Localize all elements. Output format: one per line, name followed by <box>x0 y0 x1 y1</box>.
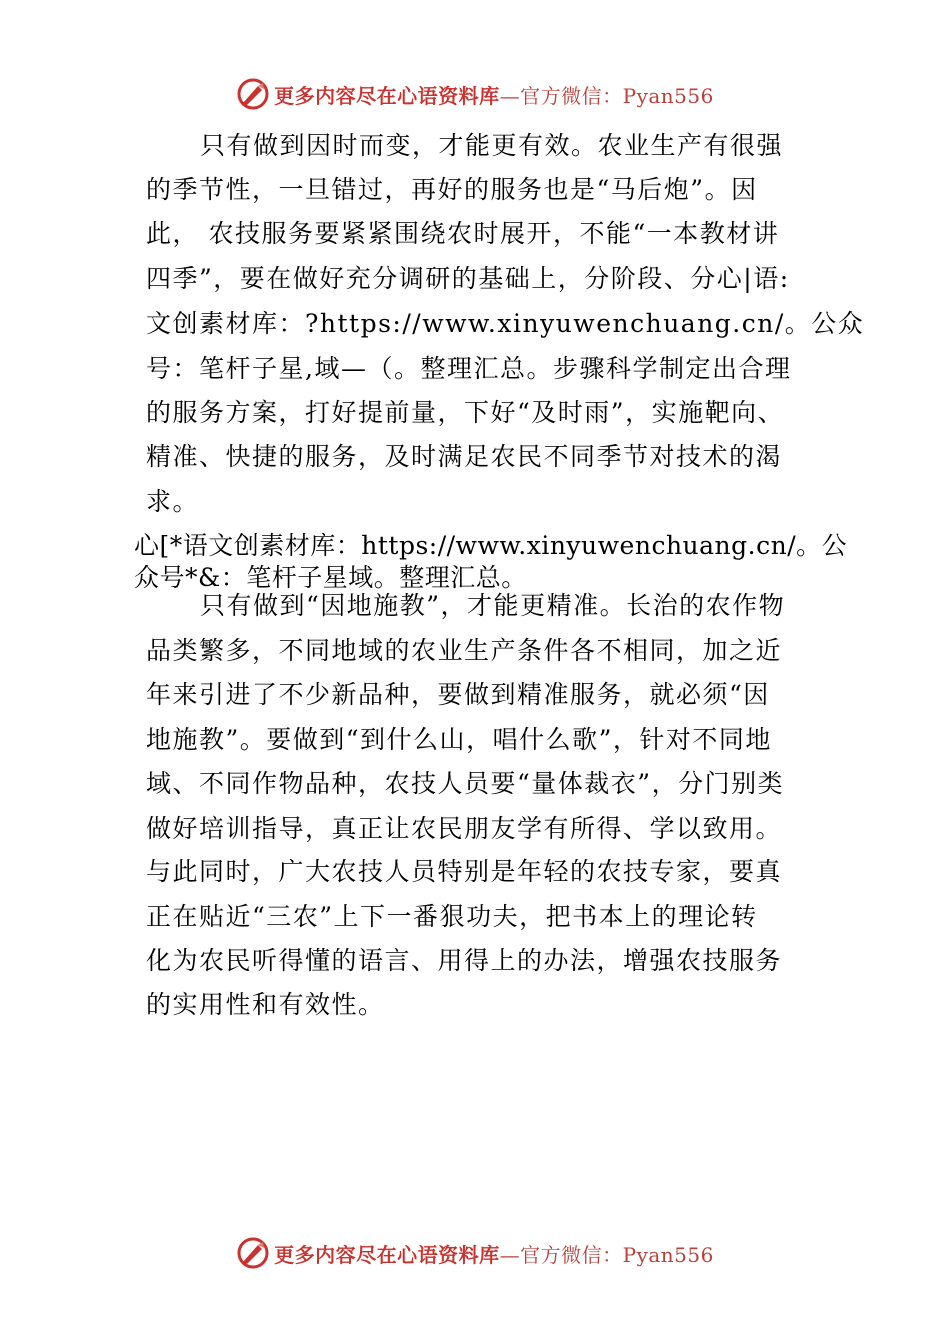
watermark-line: 心[*语文创素材库：https://www.xinyuwenchuang.cn/。公 <box>134 531 848 560</box>
footer-banner-wechat: —官方微信：Pyan556 <box>499 1242 714 1267</box>
paragraph-2-line: 与此同时，广大农技人员特别是年轻的农技专家，要真 <box>146 857 783 886</box>
paragraph-1-line: 求。 <box>146 487 200 516</box>
brand-logo-icon <box>236 1236 270 1270</box>
paragraph-2-line: 域、不同作物品种，农技人员要“量体裁衣”，分门别类 <box>146 769 785 798</box>
paragraph-1-line: 的服务方案，打好提前量，下好“及时雨”，实施靶向、 <box>146 398 785 427</box>
paragraph-1-line: 四季”，要在做好充分调研的基础上，分阶段、分心|语: <box>146 264 790 293</box>
footer-banner-title: 更多内容尽在心语资料库 <box>274 1242 500 1267</box>
paragraph-1-line: 的季节性，一旦错过，再好的服务也是“马后炮”。因 <box>146 175 758 204</box>
footer-banner <box>0 1233 950 1273</box>
paragraph-2-line: 做好培训指导，真正让农民朋友学有所得、学以致用。 <box>146 814 783 843</box>
paragraph-2-line: 正在贴近“三农”上下一番狠功夫，把书本上的理论转 <box>146 902 758 931</box>
header-banner <box>0 74 950 114</box>
paragraph-2-line: 化为农民听得懂的语言、用得上的办法，增强农技服务 <box>146 946 783 975</box>
paragraph-1-line: 号：笔杆子星,域—（。整理汇总。步骤科学制定出合理 <box>146 354 792 383</box>
paragraph-1-line: 文创素材库：?https://www.xinyuwenchuang.cn/。公众 <box>146 309 865 338</box>
watermark-line: 众号*&：笔杆子星域。整理汇总。 <box>134 563 527 592</box>
header-banner-title: 更多内容尽在心语资料库 <box>274 83 500 108</box>
paragraph-1-line: 精准、快捷的服务，及时满足农民不同季节对技术的渴 <box>146 442 783 471</box>
paragraph-2-line: 地施教”。要做到“到什么山，唱什么歌”，针对不同地 <box>146 725 772 754</box>
paragraph-1-line: 此， 农技服务要紧紧围绕农时展开，不能“一本教材讲 <box>146 219 780 248</box>
paragraph-2-line: 只有做到“因地施教”，才能更精准。长治的农作物 <box>200 591 786 620</box>
paragraph-2-line: 品类繁多，不同地域的农业生产条件各不相同，加之近 <box>146 636 783 665</box>
brand-logo-icon <box>236 77 270 111</box>
paragraph-2-line: 的实用性和有效性。 <box>146 990 385 1019</box>
paragraph-1-line: 只有做到因时而变，才能更有效。农业生产有很强 <box>200 131 784 160</box>
header-banner-wechat: —官方微信：Pyan556 <box>499 83 714 108</box>
paragraph-2-line: 年来引进了不少新品种，要做到精准服务，就必须“因 <box>146 680 770 709</box>
